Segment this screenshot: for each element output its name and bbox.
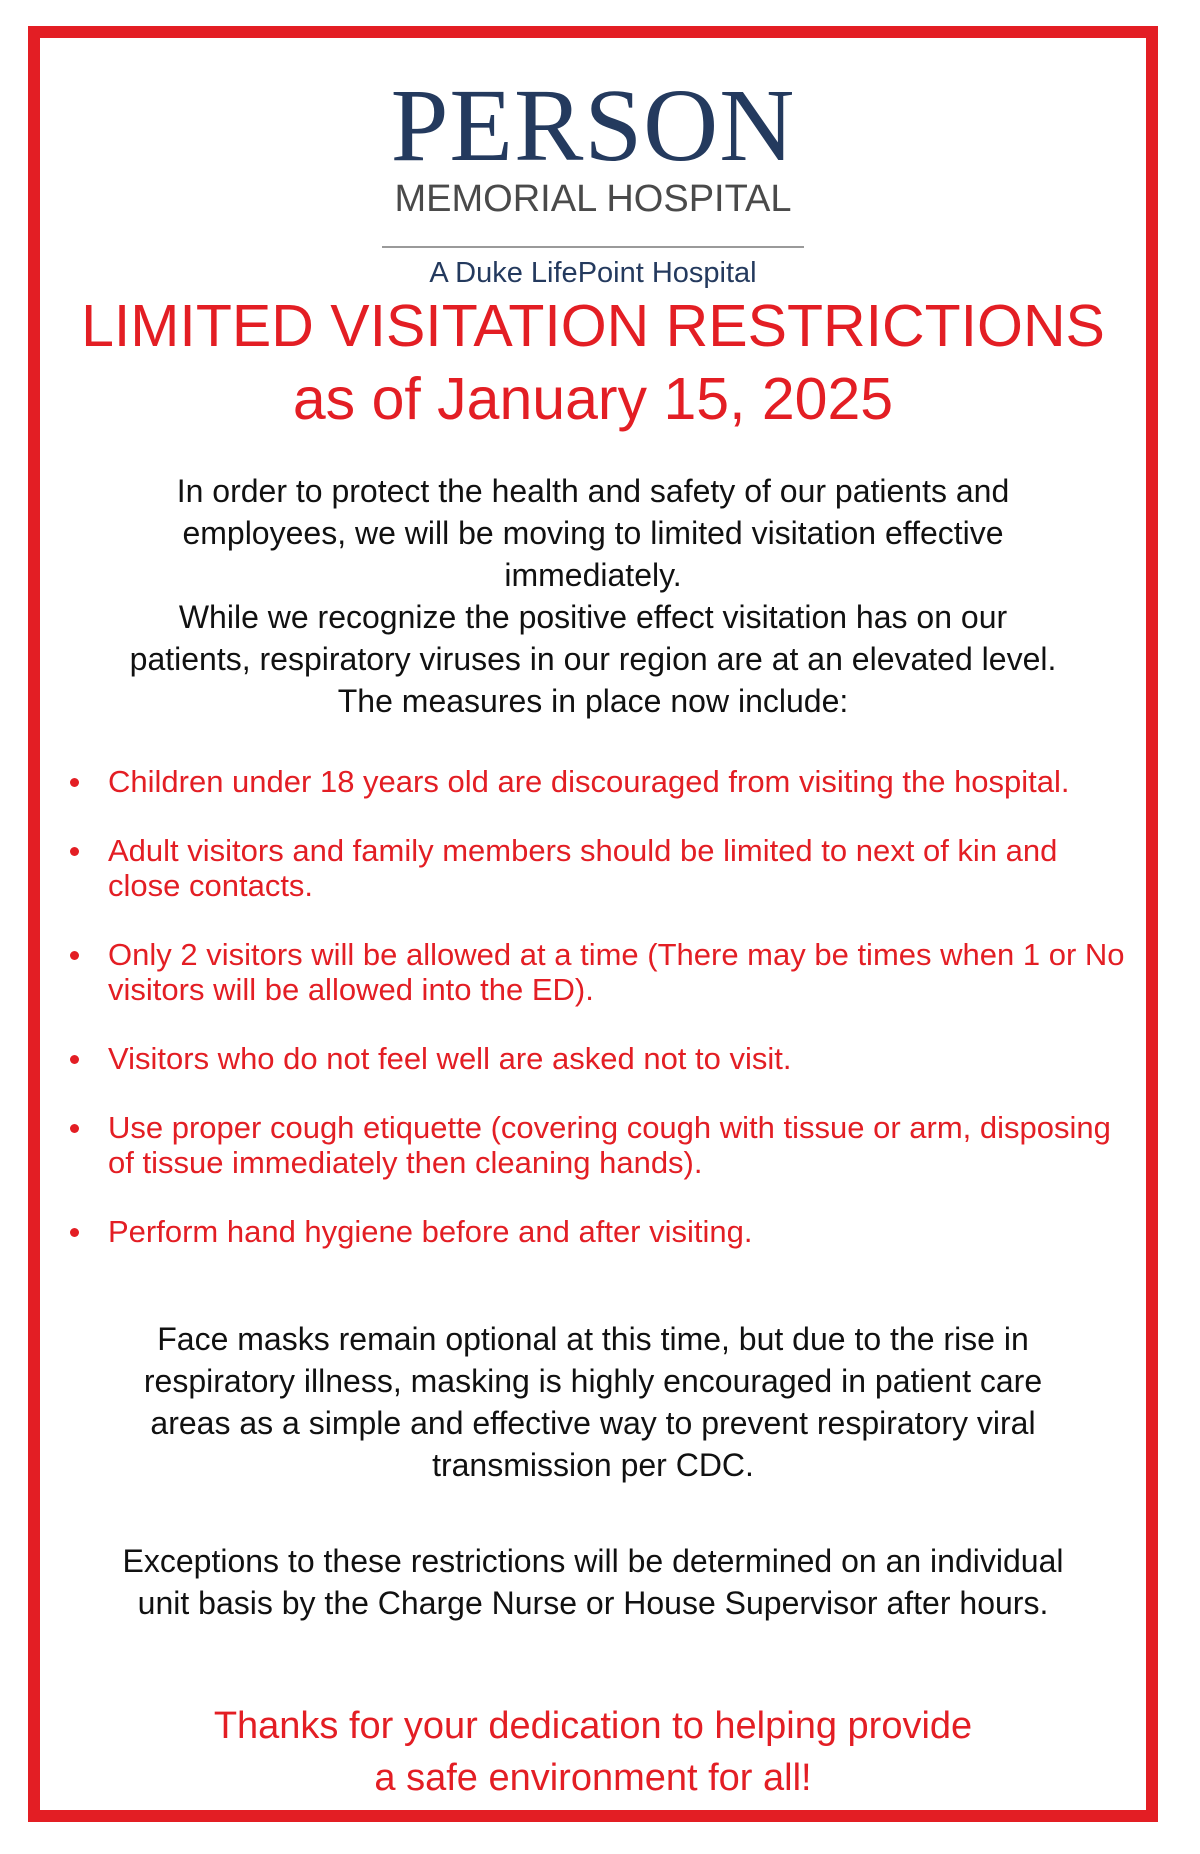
bullet-dot-icon — [70, 951, 79, 960]
measures-list — [66, 764, 1126, 1283]
masks-line: Face masks remain optional at this time, but due to the rise in — [157, 1321, 1029, 1357]
bullet-dot-icon — [70, 1228, 79, 1237]
closing-message — [40, 1700, 1146, 1804]
bullet-dot-icon — [70, 847, 79, 856]
logo-name: PERSON — [390, 68, 796, 183]
logo-subname: MEMORIAL HOSPITAL — [394, 178, 792, 220]
exceptions-line: Exceptions to these restrictions will be determined on an individual — [122, 1543, 1064, 1579]
measure-item — [66, 833, 1126, 903]
exceptions-line: unit basis by the Charge Nurse or House Supervisor after hours. — [137, 1585, 1049, 1621]
closing-line: a safe environment for all! — [374, 1757, 812, 1799]
measure-item — [66, 764, 1126, 799]
measure-item — [66, 1110, 1126, 1180]
masks-line: transmission per CDC. — [432, 1447, 754, 1483]
measure-item — [66, 1214, 1126, 1249]
logo-tagline: A Duke LifePoint Hospital — [429, 257, 757, 289]
measure-item — [66, 1041, 1126, 1076]
notice-title — [40, 290, 1146, 436]
intro-line: patients, respiratory viruses in our region are at an elevated level. — [129, 641, 1057, 677]
bullet-dot-icon — [70, 1124, 79, 1133]
title-line-2: as of January 15, 2025 — [292, 366, 894, 432]
bullet-dot-icon — [70, 1055, 79, 1064]
measure-text: Adult visitors and family members should be limited to next of kin and close contacts. — [108, 833, 1058, 903]
intro-line: immediately. — [504, 557, 682, 593]
closing-line: Thanks for your dedication to helping provide — [213, 1705, 973, 1747]
measure-text: Children under 18 years old are discouraged from visiting the hospital. — [108, 764, 1070, 799]
measure-text: Use proper cough etiquette (covering cough with tissue or arm, disposing of tissue immediately then cleaning hands). — [108, 1110, 1111, 1180]
masks-line: respiratory illness, masking is highly encouraged in patient care — [143, 1363, 1043, 1399]
logo-divider — [382, 246, 804, 248]
measure-item — [66, 937, 1126, 1007]
exceptions-paragraph — [70, 1540, 1116, 1624]
measure-text: Perform hand hygiene before and after visiting. — [108, 1214, 753, 1249]
notice-content — [40, 38, 1146, 1810]
measure-text: Only 2 visitors will be allowed at a time (There may be times when 1 or No visitors will be allowed into the ED). — [108, 937, 1125, 1007]
intro-line: In order to protect the health and safety of our patients and — [176, 473, 1010, 509]
hospital-logo — [40, 68, 1146, 290]
measure-text: Visitors who do not feel well are asked not to visit. — [108, 1041, 792, 1076]
masks-line: areas as a simple and effective way to prevent respiratory viral — [150, 1405, 1036, 1441]
masks-paragraph — [70, 1318, 1116, 1486]
intro-line: employees, we will be moving to limited visitation effective — [182, 515, 1004, 551]
intro-line: While we recognize the positive effect visitation has on our — [178, 599, 1008, 635]
title-line-1: LIMITED VISITATION RESTRICTIONS — [81, 293, 1105, 359]
intro-line: The measures in place now include: — [337, 683, 849, 719]
bullet-dot-icon — [70, 778, 79, 787]
intro-paragraph — [70, 470, 1116, 722]
